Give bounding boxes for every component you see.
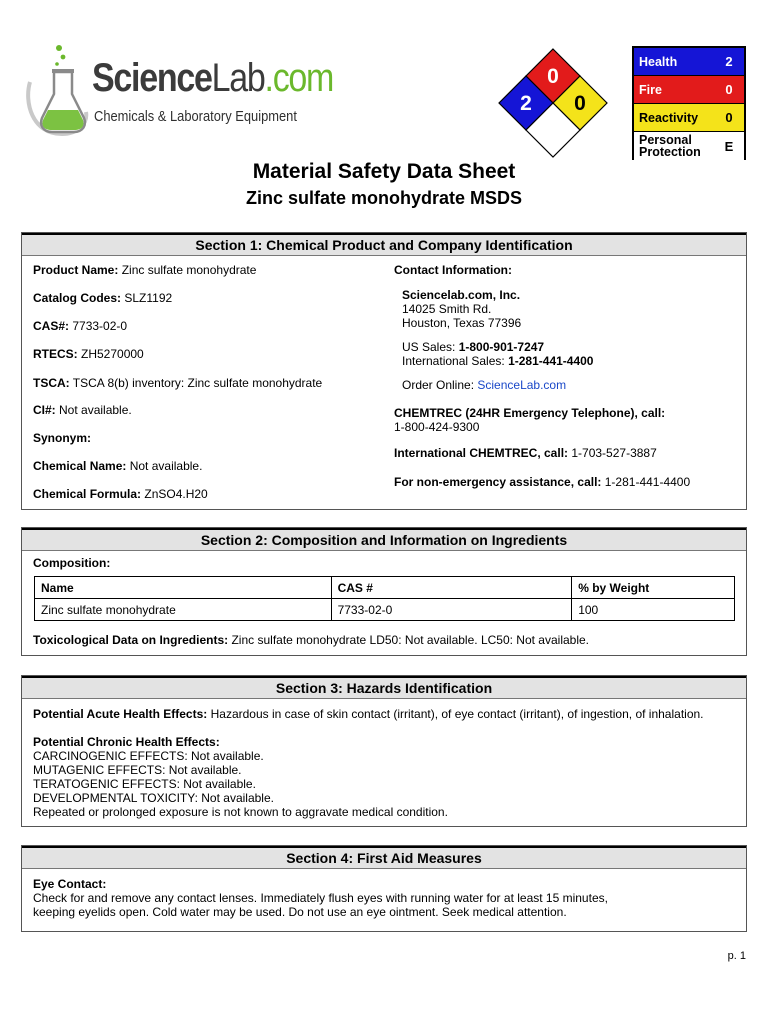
product-field: [33, 263, 256, 277]
product-field-label: CAS#:: [33, 319, 70, 333]
contact-label: Contact Information:: [394, 263, 512, 277]
document-subtitle: Zinc sulfate monohydrate MSDS: [245, 188, 523, 208]
section-1-heading: Section 1: Chemical Product and Company Identification: [22, 233, 746, 256]
flask-icon: [22, 42, 92, 142]
product-field: [33, 459, 202, 473]
toxicological-text: Zinc sulfate monohydrate LD50: Not available. LC50: Not available.: [228, 633, 590, 647]
product-field-label: Chemical Name:: [33, 459, 127, 473]
us-sales-number: 1-800-901-7247: [458, 340, 545, 354]
section-1-body: [22, 256, 746, 509]
product-field: [33, 376, 322, 390]
chemtrec-label: CHEMTREC (24HR Emergency Telephone), call:: [394, 406, 666, 420]
table-row: [35, 599, 735, 621]
product-field: [33, 431, 91, 445]
product-field: [33, 403, 132, 417]
section-3-body: [22, 699, 746, 826]
sciencelab-link[interactable]: ScienceLab.com: [477, 378, 567, 392]
nfpa-diamond: [498, 48, 608, 158]
toxicological-data: [33, 633, 589, 647]
table-cell: 100: [572, 599, 735, 621]
eye-contact-label: Eye Contact:: [33, 877, 107, 891]
hmis-row: [634, 104, 744, 132]
us-sales-label: US Sales:: [402, 340, 459, 354]
chronic-effect-line: MUTAGENIC EFFECTS: Not available.: [33, 763, 242, 777]
toxicological-label: Toxicological Data on Ingredients:: [33, 633, 229, 647]
address-line-1: 14025 Smith Rd.: [402, 302, 492, 316]
logo-science: Science: [92, 56, 212, 100]
section-1: [21, 232, 747, 510]
section-2: [21, 527, 747, 656]
table-header: % by Weight: [572, 577, 735, 599]
hmis-row-value: 2: [725, 54, 733, 69]
product-field-value: TSCA 8(b) inventory: Zinc sulfate monohydrate: [69, 376, 323, 390]
nfpa-reactivity: 0: [574, 92, 586, 115]
page-number: p. 1: [727, 950, 746, 962]
chronic-effect-line: CARCINOGENIC EFFECTS: Not available.: [33, 749, 264, 763]
product-field-label: Catalog Codes:: [33, 291, 122, 305]
hmis-row-value: 0: [725, 110, 733, 125]
table-header: Name: [35, 577, 332, 599]
acute-effects-label: Potential Acute Health Effects:: [33, 707, 208, 721]
nfpa-health: 2: [520, 92, 532, 115]
intl-chemtrec-label: International CHEMTREC, call:: [394, 446, 569, 460]
product-field-label: TSCA:: [33, 376, 70, 390]
section-4-body: [22, 869, 746, 931]
hmis-row: [634, 48, 744, 76]
product-field-value: ZnSO4.H20: [141, 487, 208, 501]
hmis-row: [634, 76, 744, 104]
non-emergency: [394, 475, 690, 489]
product-field: [33, 347, 144, 361]
chronic-effect-line: Repeated or prolonged exposure is not known to aggravate medical condition.: [33, 805, 448, 819]
product-field-value: Zinc sulfate monohydrate: [118, 263, 257, 277]
hmis-row-label: Personal Protection: [639, 133, 701, 159]
non-emergency-label: For non-emergency assistance, call:: [394, 475, 602, 489]
acute-effects-text: Hazardous in case of skin contact (irritant), of eye contact (irritant), of ingestion, of inhalation.: [207, 707, 704, 721]
us-sales: [402, 340, 544, 354]
product-field: [33, 487, 208, 501]
chemtrec-number: 1-800-424-9300: [394, 420, 480, 434]
table-header: CAS #: [331, 577, 572, 599]
product-field-label: CI#:: [33, 403, 56, 417]
chronic-effect-line: DEVELOPMENTAL TOXICITY: Not available.: [33, 791, 274, 805]
product-field-label: Chemical Formula:: [33, 487, 142, 501]
product-field-value: SLZ1192: [121, 291, 173, 305]
intl-sales: [402, 354, 593, 368]
eye-contact-text: keeping eyelids open. Cold water may be used. Do not use an eye ointment. Seek medical attention.: [33, 905, 567, 919]
product-field-value: ZH5270000: [77, 347, 144, 361]
non-emergency-number: 1-281-441-4400: [601, 475, 691, 489]
intl-chemtrec: [394, 446, 657, 460]
hmis-row-value: E: [724, 138, 734, 154]
table-cell: 7733-02-0: [331, 599, 572, 621]
hmis-row-value: 0: [725, 82, 733, 97]
product-field-label: Synonym:: [33, 431, 92, 445]
logo-dotcom: .com: [264, 56, 334, 100]
product-field-value: Not available.: [55, 403, 132, 417]
table-header-row: [35, 577, 735, 599]
nfpa-fire: 0: [547, 65, 559, 88]
hmis-row-label: Fire: [639, 82, 662, 97]
logo-tagline: Chemicals & Laboratory Equipment: [94, 108, 297, 125]
composition-label: Composition:: [33, 556, 111, 570]
chronic-effect-line: TERATOGENIC EFFECTS: Not available.: [33, 777, 256, 791]
sciencelab-logo: [22, 42, 334, 142]
order-online-label: Order Online:: [402, 378, 478, 392]
product-field-label: RTECS:: [33, 347, 78, 361]
hmis-row-label: Health: [639, 54, 678, 69]
section-2-heading: Section 2: Composition and Information on Ingredients: [22, 528, 746, 551]
eye-contact-text: Check for and remove any contact lenses. Immediately flush eyes with running water for at least 15 minutes,: [33, 891, 608, 905]
product-field-label: Product Name:: [33, 263, 119, 277]
hmis-label: [632, 46, 746, 160]
section-3: [21, 675, 747, 827]
chronic-effects-label: Potential Chronic Health Effects:: [33, 735, 220, 749]
product-field: [33, 319, 127, 333]
address-line-2: Houston, Texas 77396: [402, 316, 522, 330]
acute-effects: [33, 707, 704, 721]
section-4-heading: Section 4: First Aid Measures: [22, 846, 746, 869]
table-cell: Zinc sulfate monohydrate: [35, 599, 332, 621]
intl-sales-number: 1-281-441-4400: [508, 354, 594, 368]
logo-lab: Lab: [211, 56, 265, 100]
product-field: [33, 291, 172, 305]
company-name: Sciencelab.com, Inc.: [402, 288, 521, 302]
document-title: Material Safety Data Sheet: [252, 160, 516, 183]
order-online: [402, 378, 566, 392]
hmis-row: [634, 132, 744, 160]
intl-chemtrec-number: 1-703-527-3887: [568, 446, 657, 460]
hmis-row-label: Reactivity: [639, 110, 699, 125]
section-4: [21, 845, 747, 932]
product-field-value: 7733-02-0: [69, 319, 128, 333]
logo-wordmark: [92, 58, 333, 98]
section-2-body: [22, 551, 746, 655]
product-field-value: Not available.: [126, 459, 203, 473]
composition-table: [34, 576, 735, 621]
intl-sales-label: International Sales:: [402, 354, 509, 368]
section-3-heading: Section 3: Hazards Identification: [22, 676, 746, 699]
